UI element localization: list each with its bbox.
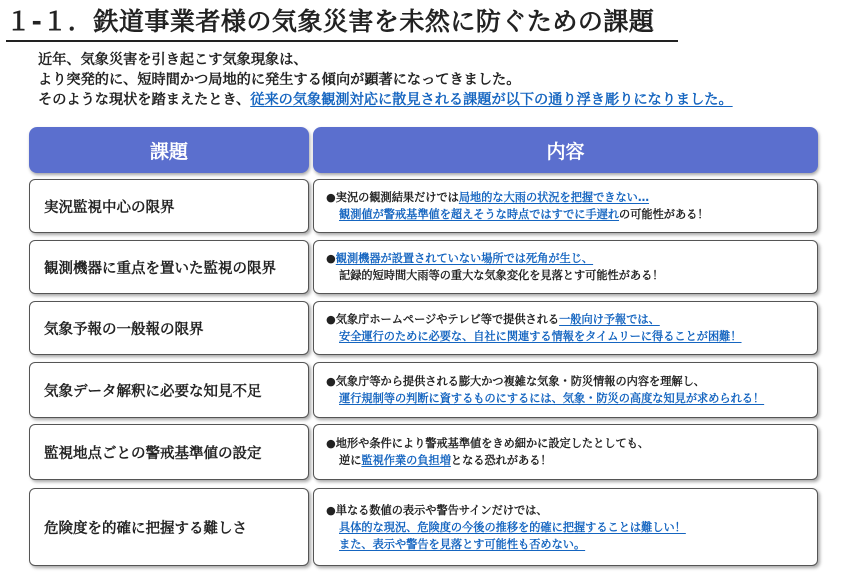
emphasized-text: 観測機器が設置されていない場所では死角が生じ、 xyxy=(335,252,594,265)
intro-line-1: 近年、気象災害を引き起こす気象現象は、 xyxy=(38,52,308,68)
intro-line-2: より突発的に、短時間かつ局地的に発生する傾向が顕著になってきました。 xyxy=(38,72,521,88)
intro-line-3 xyxy=(38,90,838,110)
content-line xyxy=(326,373,817,390)
content-text: ● xyxy=(326,252,336,265)
content-text: ●気象庁ホームページやテレビ等で提供される xyxy=(326,313,560,326)
intro-line-3-plain: そのような現状を踏まえたとき、 xyxy=(38,92,251,108)
emphasized-text: 一般向け予報では、 xyxy=(559,313,660,326)
content-text: ●実況の観測結果だけでは xyxy=(326,191,459,204)
emphasized-text: 運行規制等の判断に資するものにするには、気象・防災の高度な知見が求められる！ xyxy=(339,392,765,405)
content-line xyxy=(326,536,817,553)
emphasized-text: 監視作業の負担増 xyxy=(361,454,451,467)
content-line xyxy=(326,502,817,519)
content-line xyxy=(326,189,817,206)
emphasized-text: 観測値が警戒基準値を超えそうな時点ではすでに手遅れ xyxy=(339,208,620,221)
emphasized-text: 局地的な大雨の状況を把握できない… xyxy=(458,191,650,204)
content-text: となる恐れがある！ xyxy=(450,454,552,467)
content-text: ●気象庁等から提供される膨大かつ複雑な気象・防災情報の内容を理解し、 xyxy=(326,375,705,388)
issue-cell: 観測機器に重点を置いた監視の限界 xyxy=(29,240,309,294)
content-line xyxy=(326,328,817,345)
page-title: １-１．鉄道事業者様の気象災害を未然に防ぐための課題 xyxy=(6,7,655,36)
intro-text xyxy=(38,50,838,110)
header-issue: 課題 xyxy=(29,127,309,173)
intro-line-3-emphasis: 従来の気象観測対応に散見される課題が以下の通り浮き彫りになりました。 xyxy=(250,92,733,108)
content-text: 逆に xyxy=(339,454,362,467)
content-cell xyxy=(313,301,818,355)
emphasized-text: 安全運行のために必要な、自社に関連する情報をタイムリーに得ることが困難！ xyxy=(339,330,742,343)
content-text: ●地形や条件により警戒基準値をきめ細かに設定したとしても、 xyxy=(326,437,650,450)
content-line xyxy=(326,519,817,536)
content-line xyxy=(326,311,817,328)
issue-cell: 気象予報の一般報の限界 xyxy=(29,301,309,355)
issue-cell: 危険度を的確に把握する難しさ xyxy=(29,488,309,566)
content-cell xyxy=(313,424,818,480)
content-cell xyxy=(313,488,818,566)
content-cell xyxy=(313,240,818,294)
issue-cell: 気象データ解釈に必要な知見不足 xyxy=(29,362,309,418)
issue-cell: 実況監視中心の限界 xyxy=(29,179,309,233)
content-line xyxy=(326,250,817,267)
content-line xyxy=(326,435,817,452)
header-content: 内容 xyxy=(313,127,818,173)
content-cell xyxy=(313,179,818,233)
content-text: 記録的短時間大雨等の重大な気象変化を見落とす可能性がある！ xyxy=(339,269,664,282)
title-underline xyxy=(6,40,678,42)
content-text: ●単なる数値の表示や警告サインだけでは、 xyxy=(326,503,548,517)
content-line xyxy=(326,452,817,469)
content-line xyxy=(326,390,817,407)
content-cell xyxy=(313,362,818,418)
content-line xyxy=(326,267,817,284)
issue-cell: 監視地点ごとの警戒基準値の設定 xyxy=(29,424,309,480)
content-text: の可能性がある！ xyxy=(619,208,709,221)
emphasized-text: また、表示や警告を見落とす可能性も否めない。 xyxy=(339,537,586,551)
emphasized-text: 具体的な現況、危険度の今後の推移を的確に把握することは難しい！ xyxy=(339,520,686,534)
content-line xyxy=(326,206,817,223)
